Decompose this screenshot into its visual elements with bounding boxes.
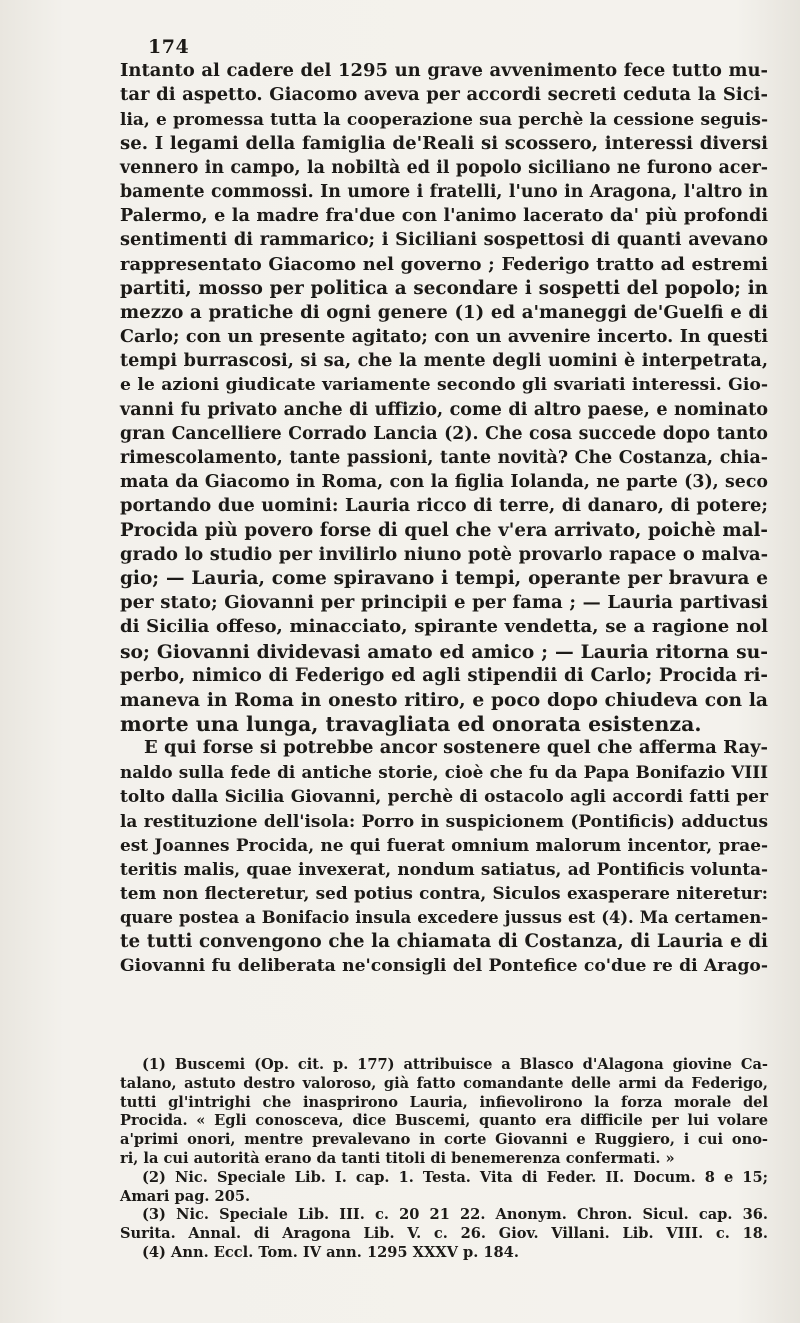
text-line: morte una lunga, travagliata ed onorata esistenza. (120, 712, 702, 737)
text-line: partiti, mosso per politica a secondare i sospetti del popolo; in (120, 277, 768, 299)
text-line: E qui forse si potrebbe ancor sostenere quel che afferma Ray- (144, 737, 768, 759)
footnote-line: (2) Nic. Speciale Lib. I. cap. 1. Testa. Vita di Feder. II. Docum. 8 e 15; (142, 1168, 768, 1186)
footnote-line: tutti gl'intrighi che inasprirono Lauria, infievolirono la forza morale del (120, 1093, 768, 1111)
text-line: gio; — Lauria, come spiravano i tempi, operante per bravura e (120, 567, 768, 589)
text-line: te tutti convengono che la chiamata di Costanza, di Lauria e di (120, 930, 768, 952)
text-line: grado lo studio per invilirlo niuno potè provarlo rapace o malva- (120, 543, 768, 565)
text-line: mezzo a pratiche di ogni genere (1) ed a'maneggi de'Guelfi e di (120, 301, 768, 323)
text-line: tolto dalla Sicilia Giovanni, perchè di ostacolo agli accordi fatti per (120, 786, 768, 807)
text-line: tempi burrascosi, si sa, che la mente degli uomini è interpetrata, (120, 350, 768, 372)
footnote-line: a'primi onori, mentre prevalevano in corte Giovanni e Ruggiero, i cui ono- (120, 1131, 768, 1149)
footnote-line: (3) Nic. Speciale Lib. III. c. 20 21 22. Anonym. Chron. Sicul. cap. 36. (142, 1206, 768, 1224)
footnotes (120, 1056, 768, 1263)
text-line: gran Cancelliere Corrado Lancia (2). Che cosa succede dopo tanto (120, 423, 768, 444)
footnote-line: talano, astuto destro valoroso, già fatto comandante delle armi da Federigo, (120, 1074, 768, 1092)
footnote-line: Amari pag. 205. (120, 1187, 251, 1205)
page-number: 174 (148, 36, 190, 58)
text-line: e le azioni giudicate variamente secondo gli svariati interessi. Gio- (120, 375, 768, 396)
text-line: sentimenti di rammarico; i Siciliani sospettosi di quanti avevano (120, 229, 768, 251)
text-line: Intanto al cadere del 1295 un grave avvenimento fece tutto mu- (120, 60, 768, 81)
text-line: rimescolamento, tante passioni, tante novità? Che Costanza, chia- (120, 448, 768, 468)
text-line: portando due uomini: Lauria ricco di terre, di danaro, di potere; (120, 495, 768, 517)
text-line: lia, e promessa tutta la cooperazione sua perchè la cessione seguis- (120, 109, 768, 130)
text-line: vennero in campo, la nobiltà ed il popolo siciliano ne furono acer- (120, 157, 768, 178)
footnote-line: (1) Buscemi (Op. cit. p. 177) attribuisce a Blasco d'Alagona giovine Ca- (142, 1056, 768, 1073)
text-line: se. I legami della famiglia de'Reali si scossero, interessi diversi (120, 132, 768, 154)
footnote-line: ri, la cui autorità erano da tanti titoli di benemerenza confermati. » (120, 1149, 675, 1167)
footnote-line: Procida. « Egli conosceva, dice Buscemi, quanto era difficile per lui volare (120, 1112, 768, 1130)
text-line: naldo sulla fede di antiche storie, cioè che fu da Papa Bonifazio VIII (120, 762, 768, 783)
text-line: Procida più povero forse di quel che v'era arrivato, poichè mal- (120, 519, 768, 541)
footnote-line: (4) Ann. Eccl. Tom. IV ann. 1295 XXXV p. 184. (142, 1243, 519, 1261)
text-line: per stato; Giovanni per principii e per fama ; — Lauria partivasi (120, 592, 768, 614)
text-line: quare postea a Bonifacio insula excedere jussus est (4). Ma certamen- (120, 907, 768, 927)
text-line: vanni fu privato anche di uffizio, come di altro paese, e nominato (120, 398, 768, 420)
text-line: bamente commossi. In umore i fratelli, l'uno in Aragona, l'altro in (120, 181, 768, 202)
text-line: so; Giovanni dividevasi amato ed amico ; — Lauria ritorna su- (120, 640, 768, 663)
footnote-line: Surita. Annal. di Aragona Lib. V. c. 26. Giov. Villani. Lib. VIII. c. 18. (120, 1225, 768, 1243)
text-line: Carlo; con un presente agitato; con un avvenire incerto. In questi (120, 327, 768, 348)
text-line: Palermo, e la madre fra'due con l'animo lacerato da' più profondi (120, 206, 768, 227)
text-line: est Joannes Procida, ne qui fuerat omnium malorum incentor, prae- (120, 835, 768, 855)
text-line: teritis malis, quae invexerat, nondum satiatus, ad Pontificis volunta- (120, 859, 768, 880)
text-line: Giovanni fu deliberata ne'consigli del Pontefice co'due re di Arago- (120, 955, 768, 976)
text-line: mata da Giacomo in Roma, con la figlia Iolanda, ne parte (3), seco (120, 472, 768, 493)
text-line: la restituzione dell'isola: Porro in suspicionem (Pontificis) adductus (120, 810, 768, 831)
text-line: tar di aspetto. Giacomo aveva per accordi secreti ceduta la Sici- (120, 84, 768, 106)
text-line: rappresentato Giacomo nel governo ; Federigo tratto ad estremi (120, 253, 768, 275)
body-text (120, 59, 768, 978)
text-line: tem non flecteretur, sed potius contra, Siculos exasperare niteretur: (120, 883, 768, 904)
text-line: maneva in Roma in onesto ritiro, e poco dopo chiudeva con la (120, 688, 768, 711)
text-line: di Sicilia offeso, minacciato, spirante vendetta, se a ragione nol (120, 616, 768, 638)
text-line: perbo, nimico di Federigo ed agli stipendii di Carlo; Procida ri- (120, 664, 768, 686)
